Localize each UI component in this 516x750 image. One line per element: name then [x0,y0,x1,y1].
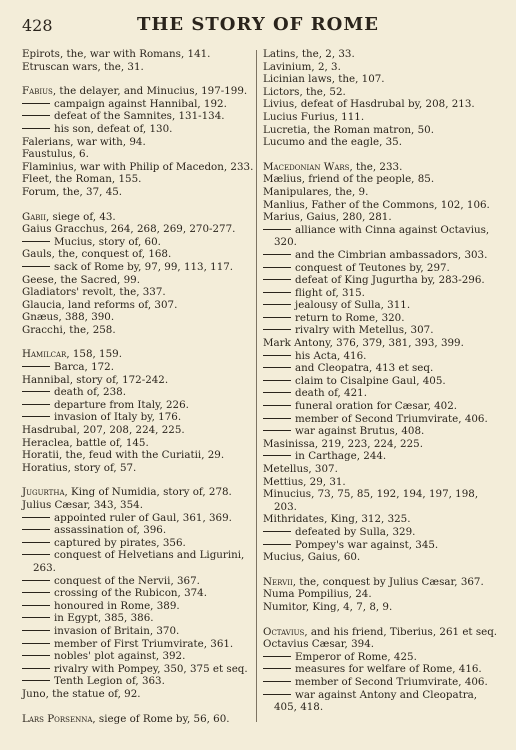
index-section-heading-entry [263,161,499,174]
index-subentry-text: war against Antony and Cleopatra, 405, 418. [274,688,478,714]
ditto-dash [22,103,50,104]
ditto-dash [263,668,291,669]
index-subentry [22,399,260,412]
ditto-dash [22,115,50,116]
index-subentry [263,299,499,312]
index-subentry [263,526,499,539]
section-gap [22,474,260,486]
index-entry: Lictors, the, 52. [263,85,346,98]
index-subentry [22,675,260,688]
index-subentry-text: in Carthage, 244. [295,450,387,463]
ditto-dash [22,630,50,631]
index-subentry-text: his son, defeat of, 130. [54,122,173,135]
index-subentry-text: conquest of Teutones by, 297. [295,261,450,274]
index-subentry [22,411,260,424]
index-section-heading-entry [22,85,260,98]
index-subentry [22,361,260,374]
ditto-dash [22,680,50,681]
index-subentry [22,236,260,249]
index-headword: Fabius [22,85,53,98]
ditto-dash [263,229,291,230]
index-subentry-text: departure from Italy, 226. [54,398,189,411]
index-subentry [263,350,499,363]
index-entry-text: , siege of, 43. [45,210,116,223]
index-section-heading-entry [263,626,499,639]
index-subentry-text: defeated by Sulla, 329. [295,525,416,538]
ditto-dash [22,655,50,656]
index-subentry-text: member of Second Triumvirate, 406. [295,412,488,425]
index-entry: Mithridates, King, 312, 325. [263,513,411,526]
ditto-dash [263,544,291,545]
index-subentry [263,249,499,262]
ditto-dash [22,366,50,367]
index-entry: Juno, the statue of, 92. [22,687,141,700]
index-subentry-text: defeat of the Samnites, 131-134. [54,110,225,123]
index-entry: Numa Pompilius, 24. [263,588,372,601]
index-entry-text: , the, conquest by Julius Cæsar, 367. [292,575,484,588]
ditto-dash [263,329,291,330]
index-subentry-text: appointed ruler of Gaul, 361, 369. [54,511,232,524]
index-subentry-text: sack of Rome by, 97, 99, 113, 117. [54,260,234,273]
index-entry: Licinian laws, the, 107. [263,73,385,86]
index-subentry [22,587,260,600]
ditto-dash [263,254,291,255]
index-headword: Octavius [263,625,305,638]
ditto-dash [22,517,50,518]
index-subentry-text: Pompey's war against, 345. [295,538,439,551]
index-subentry-text: Emperor of Rome, 425. [295,650,417,663]
index-subentry [263,413,499,426]
index-subentry [263,324,499,337]
index-subentry [22,123,260,136]
index-entry: Lucretia, the Roman matron, 50. [263,123,434,136]
ditto-dash [263,405,291,406]
index-entry: Mark Antony, 376, 379, 381, 393, 399. [263,337,464,350]
index-entry: Minucius, 73, 75, 85, 192, 194, 197, 198, 203. [263,488,479,513]
index-section-heading-entry [22,211,260,224]
index-subentry-text: campaign against Hannibal, 192. [54,97,227,110]
index-entry: Mælius, friend of the people, 85. [263,173,435,186]
index-entry: Geese, the Sacred, 99. [22,273,140,286]
index-entry: Mettius, 29, 31. [263,475,346,488]
index-entry: Horatii, the, feud with the Curiatii, 29. [22,449,225,462]
index-entry: Latins, the, 2, 33. [263,48,355,60]
index-subentry-text: in Egypt, 385, 386. [54,612,154,625]
index-subentry-text: Barca, 172. [54,361,115,374]
ditto-dash [22,404,50,405]
index-subentry [263,425,499,438]
ditto-dash [263,531,291,532]
index-section-heading-entry [22,713,260,726]
section-gap [22,73,260,85]
ditto-dash [263,430,291,431]
index-subentry [263,539,499,552]
running-title: THE STORY OF ROME [137,14,379,35]
ditto-dash [263,317,291,318]
index-subentry-text: his Acta, 416. [295,349,367,362]
ditto-dash [263,656,291,657]
index-subentry [263,651,499,664]
index-subentry-text: return to Rome, 320. [295,311,405,324]
index-subentry [263,362,499,375]
index-entry: Hasdrubal, 207, 208, 224, 225. [22,424,185,437]
ditto-dash [22,580,50,581]
index-entry: Livius, defeat of Hasdrubal by, 208, 213. [263,98,475,111]
index-subentry-text: conquest of Helvetians and Ligurini, 263. [33,549,245,574]
index-subentry-text: claim to Cisalpine Gaul, 405. [295,374,446,387]
index-subentry [22,625,260,638]
index-subentry-text: invasion of Italy by, 176. [54,411,182,424]
ditto-dash [263,392,291,393]
index-subentry [263,375,499,388]
index-entry: Gracchi, the, 258. [22,323,116,336]
index-headword: Jugurtha [22,486,65,499]
index-subentry [22,524,260,537]
ditto-dash [22,605,50,606]
index-entry: Glaucia, land reforms of, 307. [22,298,178,311]
index-entry: Octavius Cæsar, 394. [263,638,375,651]
index-entry: Marius, Gaius, 280, 281. [263,211,392,224]
index-subentry-text: measures for welfare of Rome, 416. [295,663,482,676]
ditto-dash [22,554,50,555]
index-subentry-text: death of, 421. [295,387,367,400]
index-entry-text: , 158, 159. [66,348,122,361]
ditto-dash [22,542,50,543]
index-entry: Numitor, King, 4, 7, 8, 9. [263,600,393,613]
section-gap [263,614,499,626]
index-subentry-text: death of, 238. [54,386,126,399]
ditto-dash [22,617,50,618]
index-subentry [22,549,260,574]
index-headword: Lars Porsenna [22,712,93,725]
index-entry: Forum, the, 37, 45. [22,185,123,198]
index-entry: Horatius, story of, 57. [22,461,137,474]
index-subentry [22,575,260,588]
index-subentry [22,638,260,651]
index-entry: Hannibal, story of, 172-242. [22,373,169,386]
ditto-dash [263,267,291,268]
index-entry: Gauls, the, conquest of, 168. [22,248,172,261]
index-entry: Manlius, Father of the Commons, 102, 106. [263,198,490,211]
page-number: 428 [22,16,53,35]
index-entry-text: , the, 233. [349,160,403,173]
index-entry: Heraclea, battle of, 145. [22,436,149,449]
ditto-dash [22,643,50,644]
index-subentry [22,537,260,550]
index-subentry-text: alliance with Cinna against Octavius, 320. [274,223,490,249]
index-entry-text: , siege of Rome by, 56, 60. [92,712,230,725]
index-subentry [22,98,260,111]
index-entry: Flaminius, war with Philip of Macedon, 233. [22,160,254,173]
ditto-dash [22,391,50,392]
index-subentry-text: invasion of Britain, 370. [54,624,180,637]
index-subentry [263,224,499,249]
index-entry: Lucumo and the eagle, 35. [263,136,403,149]
index-subentry-text: Tenth Legion of, 363. [54,675,165,688]
index-subentry [263,262,499,275]
index-subentry [22,650,260,663]
index-subentry-text: rivalry with Pompey, 350, 375 et seq. [54,662,248,675]
section-gap [22,199,260,211]
ditto-dash [22,529,50,530]
ditto-dash [263,279,291,280]
section-gap [263,149,499,161]
index-subentry-text: member of First Triumvirate, 361. [54,637,234,650]
index-entry: Gladiators' revolt, the, 337. [22,286,166,299]
index-entry: Faustulus, 6. [22,148,89,161]
index-entry: Mucius, Gaius, 60. [263,551,361,564]
index-subentry-text: conquest of the Nervii, 367. [54,574,200,587]
index-entry: Lavinium, 2, 3. [263,60,341,73]
index-subentry [22,110,260,123]
ditto-dash [263,694,291,695]
ditto-dash [263,367,291,368]
index-entry: Manipulares, the, 9. [263,185,369,198]
index-column-left [22,48,260,725]
index-subentry [263,400,499,413]
section-gap [22,701,260,713]
index-section-heading-entry [22,348,260,361]
index-subentry-text: jealousy of Sulla, 311. [295,299,411,312]
index-subentry-text: assassination of, 396. [54,524,167,537]
index-subentry-text: member of Second Triumvirate, 406. [295,675,488,688]
ditto-dash [263,681,291,682]
index-entry-text: , the delayer, and Minucius, 197-199. [52,85,248,98]
index-entry: Epirots, the, war with Romans, 141. [22,48,211,60]
index-entry: Gaius Gracchus, 264, 268, 269, 270-277. [22,223,236,236]
index-headword: Gabii [22,210,46,223]
index-subentry [263,312,499,325]
index-subentry [263,274,499,287]
index-subentry-text: defeat of King Jugurtha by, 283-296. [295,274,485,287]
index-subentry [22,386,260,399]
index-subentry-text: Mucius, story of, 60. [54,235,161,248]
ditto-dash [22,592,50,593]
ditto-dash [22,266,50,267]
ditto-dash [263,304,291,305]
section-gap [263,564,499,576]
index-subentry [22,600,260,613]
index-subentry [263,676,499,689]
ditto-dash [22,128,50,129]
ditto-dash [263,380,291,381]
index-subentry [263,387,499,400]
index-subentry-text: nobles' plot against, 392. [54,650,186,663]
index-headword: Macedonian Wars [263,160,350,173]
index-subentry-text: and the Cimbrian ambassadors, 303. [295,248,488,261]
index-subentry [263,287,499,300]
ditto-dash [22,668,50,669]
ditto-dash [263,455,291,456]
index-subentry [22,663,260,676]
ditto-dash [22,416,50,417]
index-subentry [22,512,260,525]
column-divider [256,50,257,722]
index-section-heading-entry [22,486,260,499]
index-subentry [263,450,499,463]
index-subentry [263,689,499,714]
index-headword: Nervii [263,575,293,588]
index-subentry [22,261,260,274]
index-subentry-text: captured by pirates, 356. [54,536,186,549]
ditto-dash [263,292,291,293]
ditto-dash [22,241,50,242]
index-entry: Etruscan wars, the, 31. [22,60,144,73]
index-entry: Fleet, the Roman, 155. [22,173,142,186]
index-column-right [263,48,499,714]
index-entry: Masinissa, 219, 223, 224, 225. [263,437,423,450]
index-section-heading-entry [263,576,499,589]
index-subentry-text: honoured in Rome, 389. [54,599,180,612]
index-entry: Falerians, war with, 94. [22,135,146,148]
index-entry: Lucius Furius, 111. [263,110,365,123]
page-header [0,0,516,40]
ditto-dash [263,355,291,356]
index-subentry-text: funeral oration for Cæsar, 402. [295,400,458,413]
index-entry: Gnæus, 388, 390. [22,311,115,324]
index-subentry-text: crossing of the Rubicon, 374. [54,587,208,600]
index-entry: Metellus, 307. [263,463,338,475]
index-entry-text: , and his friend, Tiberius, 261 et seq. [304,625,498,638]
ditto-dash [263,418,291,419]
index-subentry [263,663,499,676]
index-subentry-text: rivalry with Metellus, 307. [295,324,434,337]
index-entry-text: , King of Numidia, story of, 278. [64,486,232,499]
section-gap [22,336,260,348]
index-headword: Hamilcar [22,348,67,361]
index-subentry-text: flight of, 315. [295,286,365,299]
index-subentry [22,612,260,625]
index-subentry-text: war against Brutus, 408. [295,425,425,438]
index-entry: Julius Cæsar, 343, 354. [22,499,143,511]
index-subentry-text: and Cleopatra, 413 et seq. [295,362,434,375]
